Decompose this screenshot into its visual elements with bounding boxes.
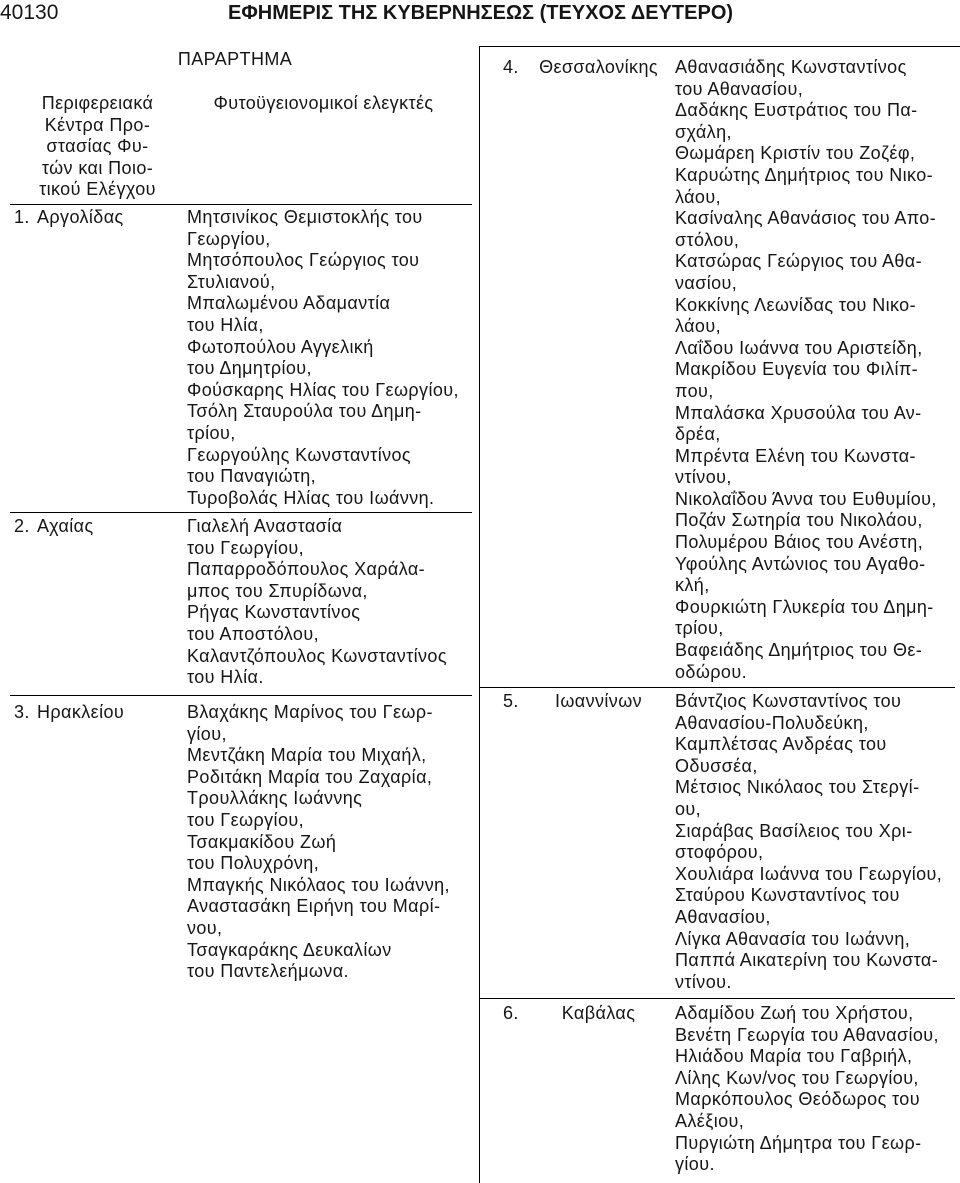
inspector-line: Κατσώρας Γεώργιος του Αθα- bbox=[675, 251, 922, 272]
row-number: 2. bbox=[14, 516, 30, 536]
inspector-line: κλή, bbox=[675, 575, 710, 596]
inspector-line: Φωτοπούλου Αγγελική bbox=[187, 336, 374, 357]
inspector-line: Δαδάκης Ευστράτιος του Πα- bbox=[675, 100, 918, 121]
right-column-top-rule bbox=[479, 46, 960, 47]
inspector-line: Ροδιτάκη Μαρία του Ζαχαρία, bbox=[187, 766, 433, 787]
inspector-line: γίου, bbox=[187, 723, 227, 744]
inspector-line: Καρυώτης Δημήτριος του Νικο- bbox=[675, 164, 934, 185]
row-separator bbox=[10, 204, 472, 205]
inspector-line: Λαΐδου Ιωάννα του Αριστείδη, bbox=[675, 337, 923, 358]
region-header-line: στασίας Φυ- bbox=[46, 136, 149, 157]
region-name: Θεσσαλονίκης bbox=[539, 57, 658, 77]
region-header-line: Κέντρα Προ- bbox=[44, 114, 151, 135]
inspector-line: του Ηλία, bbox=[187, 314, 264, 335]
inspector-line: Γιαλελή Αναστασία bbox=[187, 516, 343, 536]
inspector-line: Στυλιανού, bbox=[187, 271, 276, 292]
inspector-line: Αδαμίδου Ζωή του Χρήστου, bbox=[675, 1003, 914, 1023]
inspector-line: Παπαρροδόπουλος Χαράλα- bbox=[187, 559, 426, 580]
inspector-line: Φουρκιώτη Γλυκερία του Δημη- bbox=[675, 596, 934, 617]
inspector-line: Τσαγκαράκης Δευκαλίων bbox=[187, 939, 392, 960]
inspector-line: Πυργιώτη Δήμητρα του Γεωρ- bbox=[675, 1132, 922, 1153]
inspector-line: Μπρέντα Ελένη του Κωνστα- bbox=[675, 445, 916, 466]
gazette-title: ΕΦΗΜΕΡΙΣ ΤΗΣ ΚΥΒΕΡΝΗΣΕΩΣ (ΤΕΥΧΟΣ ΔΕΥΤΕΡΟ) bbox=[228, 2, 734, 24]
region-column-header bbox=[10, 93, 185, 201]
inspector-line: Μακρίδου Ευγενία του Φιλίπ- bbox=[675, 359, 919, 380]
region-header-line: τικού Ελέγχου bbox=[39, 179, 156, 200]
region-name: Αχαίας bbox=[37, 516, 94, 536]
inspector-line: στόλου, bbox=[675, 229, 740, 250]
region-header-line: Περιφερειακά bbox=[41, 93, 154, 113]
inspector-line: Μεντζάκη Μαρία του Μιχαήλ, bbox=[187, 745, 427, 766]
inspector-line: Σταύρου Κωνσταντίνος του bbox=[675, 885, 900, 906]
region-header-line: τών και Ποιο- bbox=[41, 157, 154, 178]
inspector-line: Γεωργούλης Κωνσταντίνος bbox=[187, 444, 411, 465]
inspector-line: Σιαράβας Βασίλειος του Χρι- bbox=[675, 820, 913, 841]
inspector-list bbox=[675, 691, 942, 993]
inspector-line: Αθανασίου-Πολυδεύκη, bbox=[675, 712, 869, 733]
inspector-line: Βλαχάκης Μαρίνος του Γεωρ- bbox=[187, 702, 433, 722]
inspector-line: του Αποστόλου, bbox=[187, 623, 319, 644]
row-number: 6. bbox=[503, 1003, 519, 1023]
inspector-line: Παππά Αικατερίνη του Κωνστα- bbox=[675, 950, 939, 971]
inspector-line: του Αθανασίου, bbox=[675, 78, 804, 99]
row-separator bbox=[10, 695, 472, 696]
inspector-line: ντίνου, bbox=[675, 467, 732, 488]
inspector-line: Υφούλης Αντώνιος του Αγαθο- bbox=[675, 553, 926, 574]
inspector-line: Τυροβολάς Ηλίας του Ιωάννη. bbox=[187, 487, 435, 508]
inspector-line: Οδυσσέα, bbox=[675, 755, 758, 776]
inspector-list bbox=[675, 1003, 939, 1176]
region-name: Ιωαννίνων bbox=[554, 691, 643, 711]
inspector-line: Πολυμέρου Βάιος του Ανέστη, bbox=[675, 532, 924, 553]
inspector-line: Λίγκα Αθανασία του Ιωάννη, bbox=[675, 928, 911, 949]
region-name: Ηρακλείου bbox=[37, 702, 125, 722]
inspector-line: Βαφειάδης Δημήτριος του Θε- bbox=[675, 640, 923, 661]
inspector-line: σχάλη, bbox=[675, 121, 732, 142]
annex-title: ΠΑΡΑΡΤΗΜΑ bbox=[177, 49, 293, 69]
inspector-list bbox=[675, 57, 937, 683]
inspector-line: Μπαλωμένου Αδαμαντία bbox=[187, 293, 391, 314]
inspectors-column-header bbox=[185, 93, 462, 115]
inspector-line: μπος του Σπυρίδωνα, bbox=[187, 580, 368, 601]
inspector-line: Μητσόπουλος Γεώργιος του bbox=[187, 250, 420, 271]
inspector-line: Ρήγας Κωνσταντίνος bbox=[187, 602, 361, 623]
inspector-line: του Παντελεήμωνα. bbox=[187, 961, 349, 982]
inspector-line: Ηλιάδου Μαρία του Γαβριήλ, bbox=[675, 1046, 913, 1067]
inspector-line: Τσόλη Σταυρούλα του Δημη- bbox=[187, 401, 422, 422]
row-separator bbox=[479, 998, 955, 999]
inspector-line: Ποζάν Σωτηρία του Νικολάου, bbox=[675, 510, 923, 531]
inspector-line: Μπαγκής Νικόλαος του Ιωάννη, bbox=[187, 874, 450, 895]
inspector-line: Νικολαΐδου Άννα του Ευθυμίου, bbox=[675, 488, 937, 509]
inspector-list bbox=[187, 516, 447, 689]
inspector-line: Αλέξιου, bbox=[675, 1110, 745, 1131]
inspector-line: Αναστασάκη Ειρήνη του Μαρί- bbox=[187, 896, 441, 917]
inspector-line: δρέα, bbox=[675, 424, 721, 445]
inspector-line: του Παναγιώτη, bbox=[187, 466, 317, 487]
inspector-line: Φούσκαρης Ηλίας του Γεωργίου, bbox=[187, 379, 459, 400]
inspector-list bbox=[187, 702, 450, 983]
inspector-line: λάου, bbox=[675, 186, 721, 207]
row-number: 5. bbox=[503, 691, 519, 711]
inspector-line: τρίου, bbox=[187, 422, 236, 443]
inspector-line: του Δημητρίου, bbox=[187, 358, 312, 379]
row-separator bbox=[479, 687, 955, 688]
page-number: 40130 bbox=[0, 1, 59, 24]
inspector-line: οδώρου. bbox=[675, 661, 747, 682]
region-name: Αργολίδας bbox=[37, 207, 124, 227]
inspector-line: Λίλης Κων/νος του Γεωργίου, bbox=[675, 1067, 919, 1088]
inspector-line: του Ηλία. bbox=[187, 667, 264, 688]
inspector-line: τρίου, bbox=[675, 618, 724, 639]
inspector-line: γίου. bbox=[675, 1154, 715, 1175]
inspector-line: Μέτσιος Νικόλαος του Στεργί- bbox=[675, 777, 920, 798]
inspector-line: που, bbox=[675, 380, 714, 401]
inspector-line: Μαρκόπουλος Θεόδωρος του bbox=[675, 1089, 920, 1110]
inspector-line: νου, bbox=[187, 917, 223, 938]
row-separator bbox=[10, 512, 472, 513]
inspector-line: Μπαλάσκα Χρυσούλα του Αν- bbox=[675, 402, 922, 423]
inspector-list bbox=[187, 207, 459, 509]
inspector-line: Καμπλέτσας Ανδρέας του bbox=[675, 734, 887, 755]
inspector-line: Κοκκίνης Λεωνίδας του Νικο- bbox=[675, 294, 916, 315]
inspector-line: του Γεωργίου, bbox=[187, 537, 304, 558]
inspector-line: Μητσινίκος Θεμιστοκλής του bbox=[187, 207, 423, 227]
inspector-line: Τρουλλάκης Ιωάννης bbox=[187, 788, 363, 809]
inspector-line: Θωμάρεη Κριστίν του Ζοζέφ, bbox=[675, 143, 916, 164]
row-number: 4. bbox=[503, 57, 519, 77]
inspector-line: ντίνου. bbox=[675, 971, 732, 992]
inspector-line: του Γεωργίου, bbox=[187, 809, 304, 830]
inspector-line: Αθανασίου, bbox=[675, 906, 771, 927]
inspector-line: Αθανασιάδης Κωνσταντίνος bbox=[675, 57, 907, 77]
column-divider bbox=[479, 46, 480, 1183]
row-number: 1. bbox=[14, 207, 30, 227]
inspector-line: Βενέτη Γεωργία του Αθανασίου, bbox=[675, 1024, 939, 1045]
inspector-line: Τσακμακίδου Ζωή bbox=[187, 831, 337, 852]
inspector-line: λάου, bbox=[675, 316, 721, 337]
inspector-line: Καλαντζόπουλος Κωνσταντίνος bbox=[187, 645, 447, 666]
inspector-line: Χουλιάρα Ιωάννα του Γεωργίου, bbox=[675, 863, 943, 884]
inspector-line: Κασίναλης Αθανάσιος του Απο- bbox=[675, 208, 937, 229]
inspector-line: στοφόρου, bbox=[675, 842, 764, 863]
inspector-line: Γεωργίου, bbox=[187, 228, 271, 249]
row-number: 3. bbox=[14, 702, 30, 722]
region-name: Καβάλας bbox=[561, 1003, 636, 1023]
inspectors-header-label: Φυτοϋγειονομικοί ελεγκτές bbox=[213, 93, 434, 113]
inspector-line: Βάντζιος Κωνσταντίνος του bbox=[675, 691, 902, 711]
inspector-line: του Πολυχρόνη, bbox=[187, 853, 320, 874]
inspector-line: νασίου, bbox=[675, 272, 738, 293]
inspector-line: ου, bbox=[675, 798, 702, 819]
